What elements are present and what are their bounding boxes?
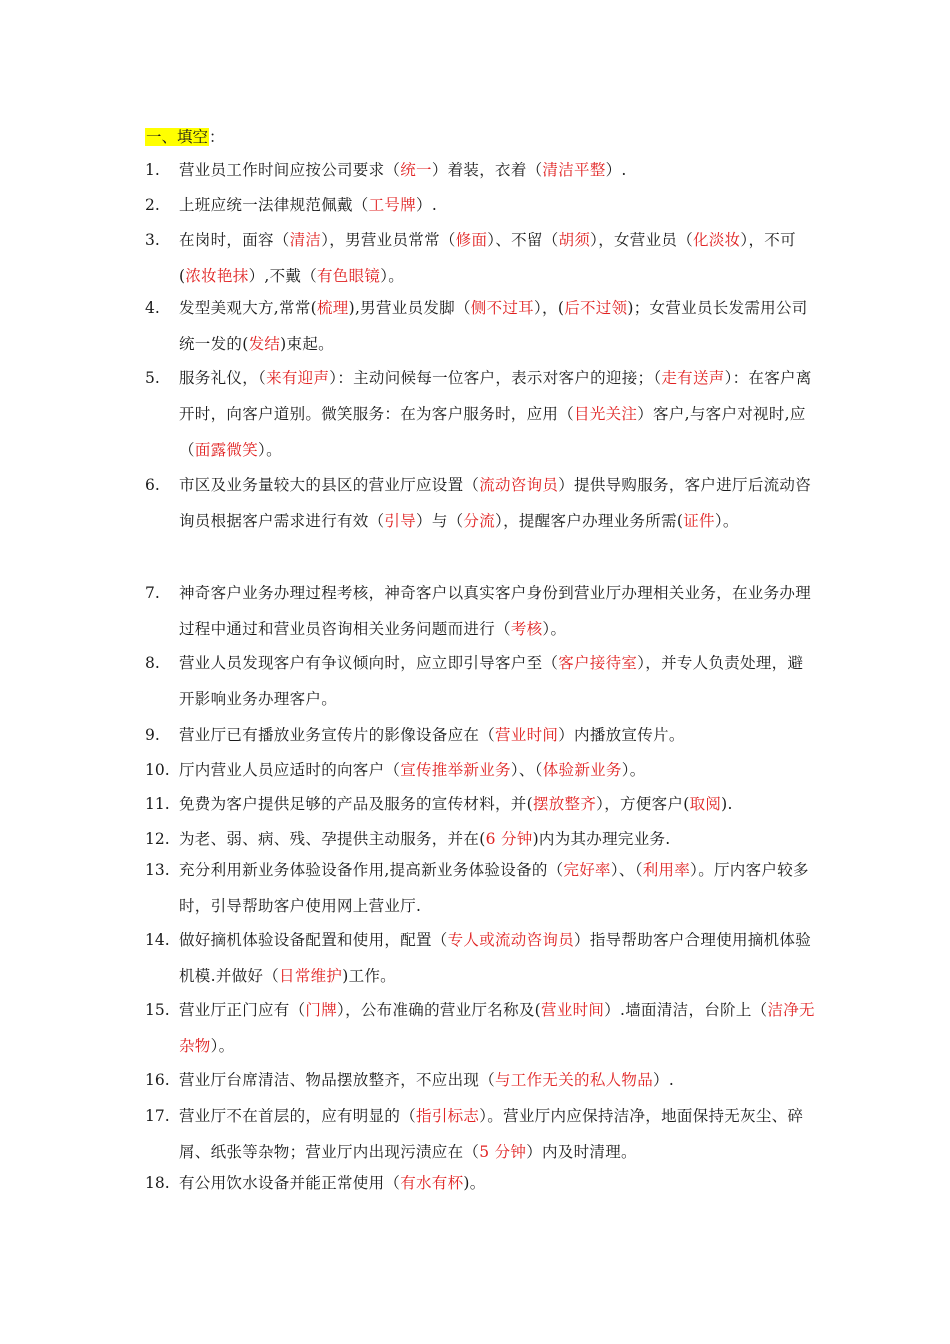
question-fragment: ）. — [653, 1071, 675, 1089]
answer-text: 后不过领 — [564, 299, 628, 317]
question-fragment: 营业厅已有播放业务宣传片的影像设备应在（ — [179, 726, 496, 744]
question-fragment: 有公用饮水设备并能正常使用（ — [179, 1174, 401, 1192]
question-fragment: ），并专人负责处理，避开影响业务办理客户。 — [179, 654, 804, 708]
answer-text: 门牌 — [305, 1001, 338, 1019]
question-fragment: ),男营业员发脚（ — [348, 299, 471, 317]
question-text — [179, 645, 815, 717]
question-text — [179, 1165, 815, 1201]
question-number: 9. — [145, 726, 160, 744]
answer-text: 工号牌 — [368, 196, 417, 214]
question-fragment: ），公布准确的营业厅名称及( — [337, 1001, 542, 1019]
answer-text: 洁净无杂物 — [179, 1001, 815, 1055]
question-fragment: )工作。 — [342, 967, 396, 985]
question-fragment: ）。营业厅内应保持洁净，地面保持无灰尘、碎屑、纸张等杂物；营业厅内出现污渍应在（ — [179, 1107, 804, 1161]
question-fragment: )；女营业员长发需用公司统一发的( — [179, 299, 808, 353]
question-fragment: ）。 — [542, 620, 567, 638]
answer-text: 专人或流动咨询员 — [447, 931, 575, 949]
question-fragment: ）指导帮助客户合理使用摘机体验机模.并做好（ — [179, 931, 812, 985]
question-text — [179, 852, 815, 924]
question-fragment: 营业厅不在首层的，应有明显的（ — [179, 1107, 417, 1125]
question-fragment: ），方便客户( — [596, 795, 690, 813]
question-fragment: 服务礼仪，（ — [179, 369, 267, 387]
question-fragment: ）、（ — [510, 761, 543, 779]
question-text — [179, 187, 815, 223]
answer-text: 5 分钟 — [479, 1143, 527, 1161]
question-number: 3. — [145, 231, 160, 249]
question-fragment: )。 — [463, 1174, 486, 1192]
question-fragment: ），提醒客户办理业务所需( — [495, 512, 684, 530]
section-heading-prefix: 一、 — [146, 128, 178, 146]
answer-text: 宣传推举新业务 — [400, 761, 511, 779]
answer-text: 考核 — [510, 620, 543, 638]
question-number: 18. — [145, 1174, 170, 1192]
question-fragment: 上班应统一法律规范佩戴（ — [179, 196, 369, 214]
question-fragment: 为老、弱、病、残、孕提供主动服务，并在( — [179, 830, 486, 848]
question-fragment: ）：主动问候每一位客户，表示对客户的迎接；（ — [329, 369, 662, 387]
question-fragment: ）。 — [621, 761, 646, 779]
question-fragment: 厅内营业人员应适时的向客户（ — [179, 761, 401, 779]
question-number: 1. — [145, 161, 160, 179]
answer-text: 清洁平整 — [542, 161, 606, 179]
question-text — [179, 752, 815, 788]
answer-text: 摆放整齐 — [532, 795, 597, 813]
answer-text: 完好率 — [563, 861, 611, 879]
question-number: 2. — [145, 196, 160, 214]
question-fragment: ）：在客户离开时，向客户道别。微笑服务：在为客户服务时，应用（ — [179, 369, 812, 423]
answer-text: 来有迎声 — [266, 369, 330, 387]
section-heading-colon: ： — [209, 128, 225, 146]
question-fragment: 营业厅正门应有（ — [179, 1001, 306, 1019]
answer-text: 化淡妆 — [693, 231, 741, 249]
question-number: 10. — [145, 761, 170, 779]
answer-text: 客户接待室 — [558, 654, 638, 672]
question-fragment: ）提供导购服务，客户进厅后流动咨询员根据客户需求进行有效（ — [179, 476, 812, 530]
question-number: 6. — [145, 476, 160, 494]
question-fragment: 免费为客户提供足够的产品及服务的宣传材料，并( — [179, 795, 533, 813]
question-text — [179, 717, 815, 753]
question-fragment: )束起。 — [280, 335, 334, 353]
question-fragment: ）,不戴（ — [248, 267, 317, 285]
section-heading — [145, 126, 225, 148]
answer-text: 发结 — [248, 335, 281, 353]
question-fragment: 神奇客户业务办理过程考核，神奇客户以真实客户身份到营业厅办理相关业务，在业务办理过程中通过和营业员咨询相关业务问题而进行（ — [179, 584, 812, 638]
answer-text: 日常维护 — [279, 967, 343, 985]
question-text — [179, 1098, 815, 1170]
question-number: 11. — [145, 795, 170, 813]
answer-text: 清洁 — [289, 231, 322, 249]
question-text — [179, 992, 815, 1064]
question-number: 7. — [145, 584, 160, 602]
question-fragment: 充分利用新业务体验设备作用,提高新业务体验设备的（ — [179, 861, 564, 879]
question-fragment: ）。 — [380, 267, 405, 285]
question-fragment: 发型美观大方,常常( — [179, 299, 317, 317]
question-fragment: ）与（ — [416, 512, 464, 530]
question-number: 16. — [145, 1071, 170, 1089]
section-heading-highlight — [145, 128, 209, 146]
question-number: 5. — [145, 369, 160, 387]
question-text — [179, 290, 815, 362]
answer-text: 目光关注 — [574, 405, 638, 423]
question-text — [179, 786, 815, 822]
answer-text: 6 分钟 — [485, 830, 533, 848]
answer-text: 体验新业务 — [542, 761, 622, 779]
answer-text: 证件 — [683, 512, 715, 530]
question-fragment: ）、不留（ — [487, 231, 559, 249]
question-fragment: 营业厅台席清洁、物品摆放整齐，不应出现（ — [179, 1071, 496, 1089]
question-number: 17. — [145, 1107, 170, 1125]
answer-text: 侧不过耳 — [470, 299, 534, 317]
answer-text: 与工作无关的私人物品 — [495, 1071, 654, 1089]
question-text — [179, 222, 815, 294]
answer-text: 指引标志 — [416, 1107, 480, 1125]
question-text — [179, 922, 815, 994]
question-text — [179, 467, 815, 539]
answer-text: 走有送声 — [661, 369, 725, 387]
question-text — [179, 360, 815, 468]
answer-text: 营业时间 — [541, 1001, 605, 1019]
question-fragment: )内为其办理完业务. — [532, 830, 671, 848]
question-fragment: ），男营业员常常（ — [321, 231, 456, 249]
question-text — [179, 152, 815, 188]
answer-text: 有水有杯 — [400, 1174, 464, 1192]
answer-text: 统一 — [400, 161, 432, 179]
question-fragment: ），不可( — [179, 231, 796, 285]
question-fragment: ）客户,与客户对视时,应（ — [179, 405, 806, 459]
question-fragment: 市区及业务量较大的县区的营业厅应设置（ — [179, 476, 480, 494]
question-fragment: ）内播放宣传片。 — [558, 726, 685, 744]
question-number: 4. — [145, 299, 160, 317]
question-fragment: ）. — [605, 161, 627, 179]
question-fragment: ）、（ — [610, 861, 643, 879]
question-number: 8. — [145, 654, 160, 672]
question-fragment: ）.墙面清洁，台阶上（ — [604, 1001, 768, 1019]
section-heading-title: 填空 — [177, 128, 209, 146]
question-fragment: 营业人员发现客户有争议倾向时，应立即引导客户至（ — [179, 654, 559, 672]
answer-text: 分流 — [463, 512, 496, 530]
answer-text: 取阅 — [689, 795, 722, 813]
question-fragment: ）着装，衣着（ — [431, 161, 543, 179]
question-number: 12. — [145, 830, 170, 848]
answer-text: 有色眼镜 — [317, 267, 381, 285]
question-fragment: ）。 — [210, 1037, 235, 1055]
question-fragment: ). — [721, 795, 733, 813]
answer-text: 流动咨询员 — [479, 476, 559, 494]
answer-text: 面露微笑 — [194, 441, 259, 459]
question-number: 15. — [145, 1001, 170, 1019]
question-fragment: ）。 — [258, 441, 282, 459]
question-fragment: 在岗时，面容（ — [179, 231, 290, 249]
question-fragment: 营业员工作时间应按公司要求（ — [179, 161, 401, 179]
question-fragment: ）。厅内客户较多时，引导帮助客户使用网上营业厅. — [179, 861, 809, 915]
question-fragment: ），( — [533, 299, 565, 317]
question-fragment: ），女营业员（ — [590, 231, 694, 249]
answer-text: 引导 — [384, 512, 417, 530]
question-fragment: 做好摘机体验设备配置和使用，配置（ — [179, 931, 448, 949]
answer-text: 梳理 — [316, 299, 349, 317]
question-fragment: ）。 — [714, 512, 739, 530]
answer-text: 营业时间 — [495, 726, 559, 744]
question-text — [179, 1062, 815, 1098]
answer-text: 胡须 — [558, 231, 591, 249]
answer-text: 浓妆艳抹 — [185, 267, 249, 285]
question-fragment: ）. — [416, 196, 438, 214]
answer-text: 修面 — [455, 231, 488, 249]
answer-text: 利用率 — [642, 861, 691, 879]
question-fragment: ）内及时清理。 — [526, 1143, 637, 1161]
question-number: 13. — [145, 861, 170, 879]
question-text — [179, 575, 815, 647]
question-number: 14. — [145, 931, 170, 949]
